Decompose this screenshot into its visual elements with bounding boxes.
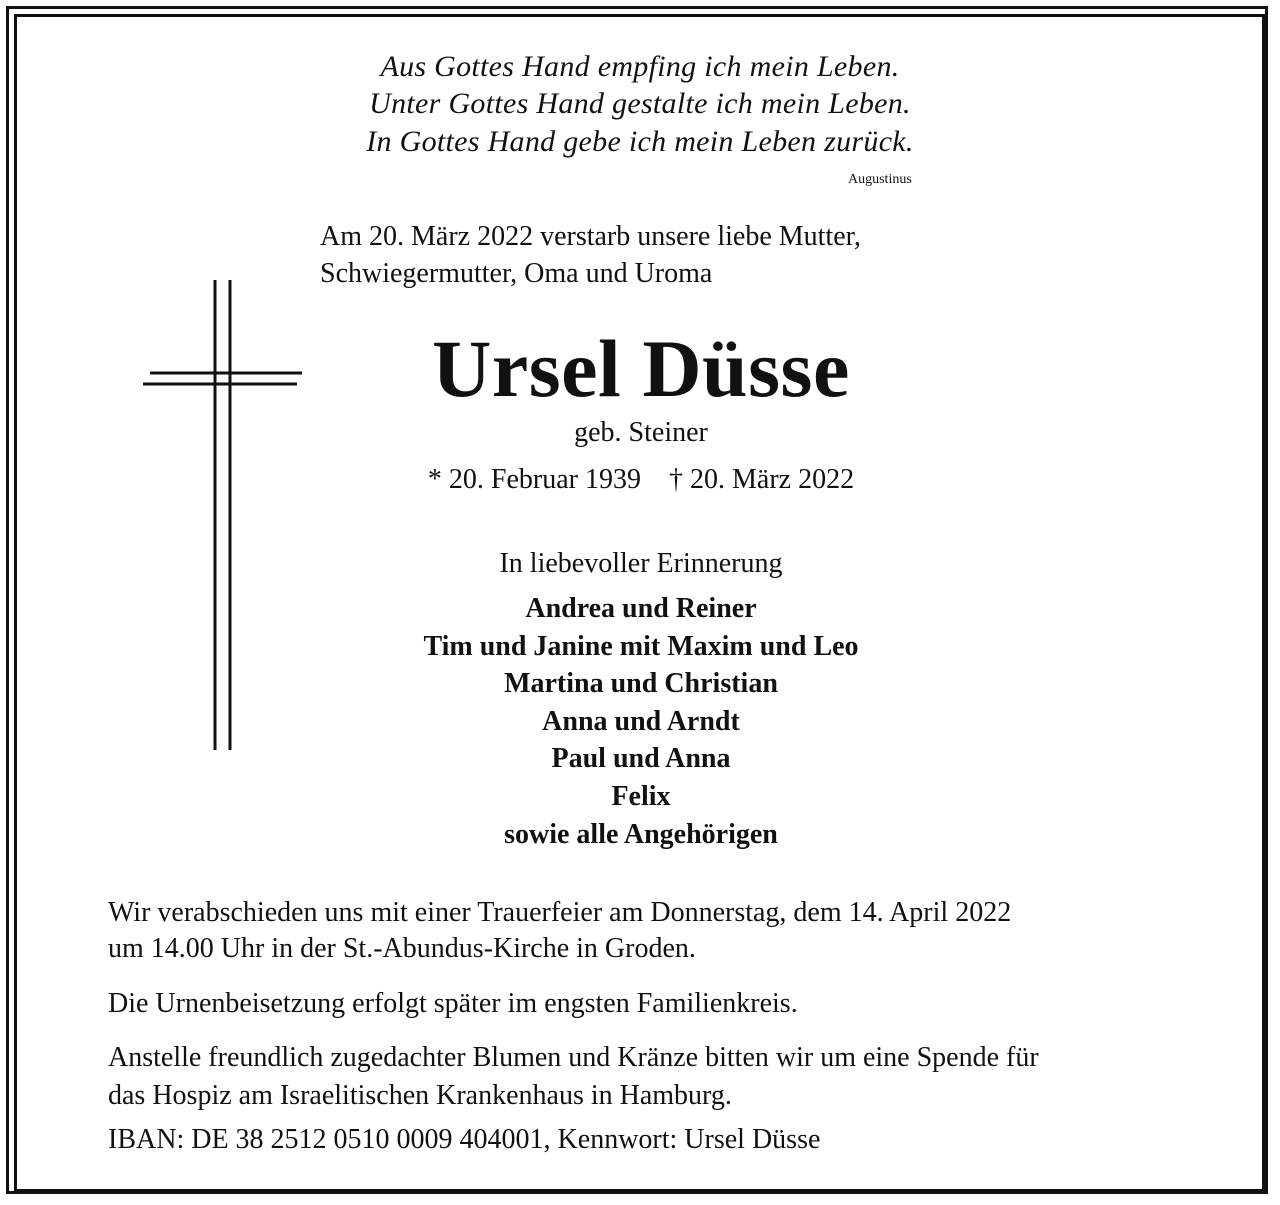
mourner-line: Tim und Janine mit Maxim und Leo: [423, 631, 859, 662]
mourner-line: Martina und Christian: [504, 668, 778, 699]
urn-burial-info: Die Urnenbeisetzung erfolgt später im engsten Familienkreis.: [108, 988, 798, 1019]
memory-heading: In liebevoller Erinnerung: [499, 548, 783, 579]
iban-info: IBAN: DE 38 2512 0510 0009 404001, Kennwort: Ursel Düsse: [108, 1124, 821, 1155]
quote-line-2: Unter Gottes Hand gestalte ich mein Leben.: [369, 87, 911, 120]
announcement-line-1: Am 20. März 2022 verstarb unsere liebe Mutter,: [320, 221, 861, 252]
mourner-line: Andrea und Reiner: [525, 593, 757, 624]
life-dates: [0, 464, 1280, 496]
announcement-line-2: Schwiegermutter, Oma und Uroma: [320, 258, 713, 289]
quote-attribution: Augustinus: [848, 172, 912, 187]
mourner-line: Anna und Arndt: [542, 706, 740, 737]
donation-info-line-1: Anstelle freundlich zugedachter Blumen und Kränze bitten wir um eine Spende für: [108, 1042, 1039, 1073]
service-info-line-1: Wir verabschieden uns mit einer Trauerfeier am Donnerstag, dem 14. April 2022: [108, 897, 1012, 928]
quote-line-1: Aus Gottes Hand empfing ich mein Leben.: [380, 50, 900, 83]
quote-line-3: In Gottes Hand gebe ich mein Leben zurück.: [366, 125, 914, 158]
maiden-name: geb. Steiner: [574, 417, 708, 448]
mourner-line: Felix: [611, 781, 671, 812]
death-date: † 20. März 2022: [669, 464, 855, 495]
birth-date: * 20. Februar 1939: [427, 464, 641, 495]
deceased-name: Ursel Düsse: [432, 323, 850, 414]
service-info-line-2: um 14.00 Uhr in der St.-Abundus-Kirche in Groden.: [108, 933, 696, 964]
mourner-line: Paul und Anna: [551, 743, 731, 774]
mourner-line: sowie alle Angehörigen: [504, 819, 778, 850]
donation-info-line-2: das Hospiz am Israelitischen Krankenhaus in Hamburg.: [108, 1080, 732, 1111]
